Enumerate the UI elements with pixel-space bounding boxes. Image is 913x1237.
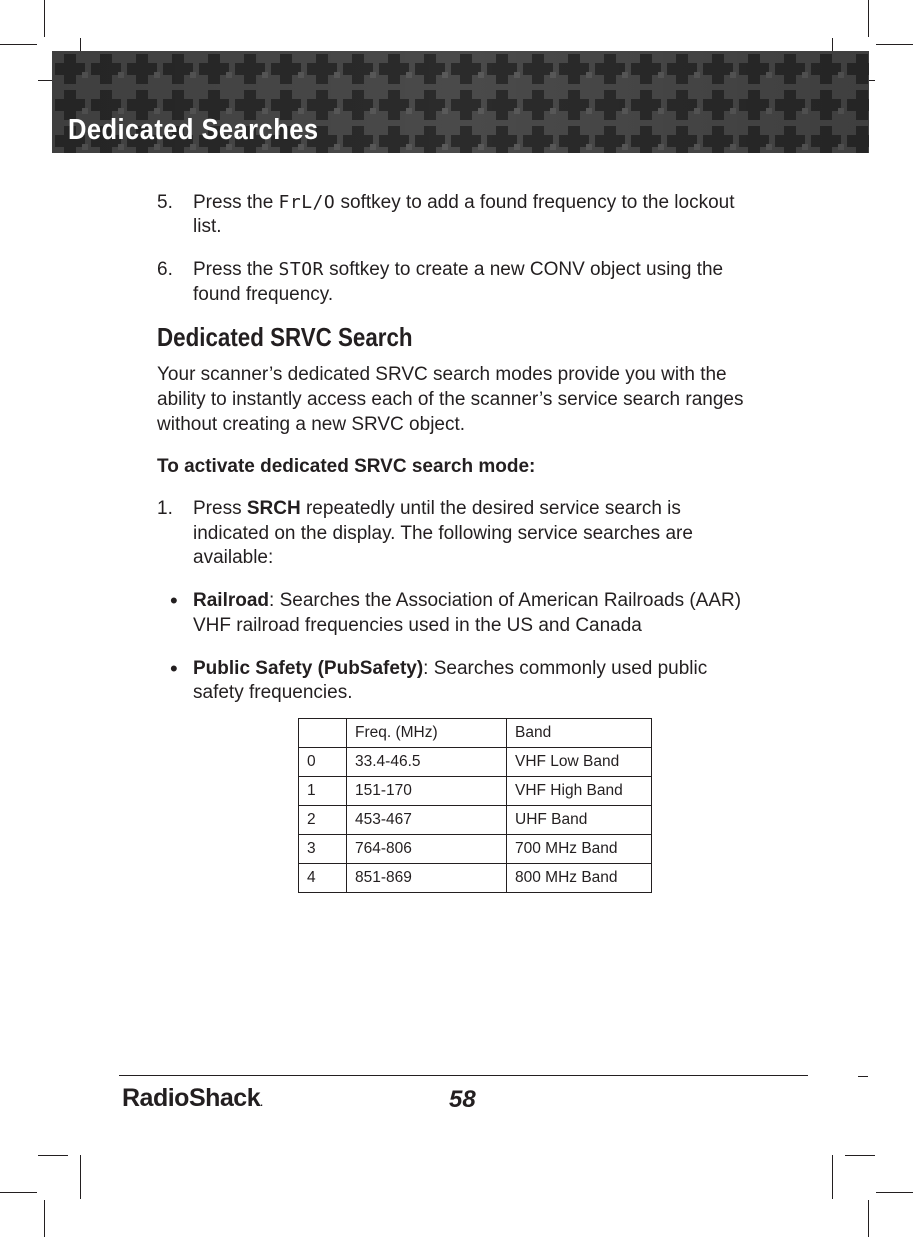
- table-cell: 800 MHz Band: [507, 864, 652, 893]
- section-heading: Dedicated SRVC Search: [157, 322, 413, 352]
- page-number: 58: [449, 1086, 476, 1113]
- table-cell: 700 MHz Band: [507, 835, 652, 864]
- table-header-cell: Freq. (MHz): [347, 719, 507, 748]
- bullet-text-continued: safety frequencies.: [193, 682, 353, 703]
- softkey-label: FrL/O: [278, 192, 336, 213]
- bullet-text-continued: VHF railroad frequencies used in the US and Canada: [193, 615, 642, 636]
- table-header-row: [299, 719, 652, 748]
- crop-mark: [80, 1155, 81, 1199]
- bullet-icon: •: [170, 588, 178, 613]
- crop-mark: [858, 1076, 868, 1077]
- crop-mark: [0, 1192, 37, 1193]
- table-cell: 851-869: [347, 864, 507, 893]
- table-row: [299, 777, 652, 806]
- crop-mark: [868, 1200, 869, 1237]
- intro-line: ability to instantly access each of the scanner’s service search ranges: [157, 389, 744, 410]
- crop-mark: [876, 1192, 913, 1193]
- step-text: Press the FrL/O softkey to add a found frequency to the lockout: [193, 192, 735, 213]
- table-row: [299, 806, 652, 835]
- step-text: Press the STOR softkey to create a new CONV object using the: [193, 259, 724, 280]
- step-text-continued: indicated on the display. The following service searches are: [193, 523, 693, 544]
- bullet-text: Railroad: Searches the Association of American Railroads (AAR): [193, 590, 742, 611]
- table-header-cell: [299, 719, 347, 748]
- bullet-text: Public Safety (PubSafety): Searches commonly used public: [193, 658, 708, 679]
- intro-line: without creating a new SRVC object.: [157, 414, 466, 435]
- table-cell: 4: [299, 864, 347, 893]
- step-text-continued: available:: [193, 547, 274, 568]
- table-cell: 0: [299, 748, 347, 777]
- step-text-continued: found frequency.: [193, 284, 334, 305]
- crop-mark: [845, 1155, 875, 1156]
- table-cell: UHF Band: [507, 806, 652, 835]
- footer-divider: [119, 1075, 808, 1076]
- intro-line: Your scanner’s dedicated SRVC search modes provide you with the: [157, 364, 727, 385]
- table-cell: 1: [299, 777, 347, 806]
- step-number: 1.: [157, 498, 173, 519]
- step-number: 6.: [157, 259, 173, 280]
- table-cell: VHF High Band: [507, 777, 652, 806]
- table-row: [299, 835, 652, 864]
- table-header-cell: Band: [507, 719, 652, 748]
- key-label: SRCH: [246, 498, 301, 519]
- crop-mark: [38, 1155, 68, 1156]
- table-cell: 3: [299, 835, 347, 864]
- table-cell: VHF Low Band: [507, 748, 652, 777]
- page-title: Dedicated Searches: [68, 114, 319, 146]
- step-text: Press SRCH repeatedly until the desired service search is: [193, 498, 681, 519]
- table-cell: 764-806: [347, 835, 507, 864]
- table-cell: 33.4-46.5: [347, 748, 507, 777]
- radioshack-logo: RadioShack.: [122, 1084, 263, 1112]
- crop-mark: [832, 1155, 833, 1199]
- crop-mark: [0, 44, 37, 45]
- table-row: [299, 864, 652, 893]
- crop-mark: [876, 44, 913, 45]
- crop-mark: [44, 1200, 45, 1237]
- softkey-label: STOR: [278, 259, 324, 280]
- bullet-icon: •: [170, 656, 178, 681]
- step-text-continued: list.: [193, 216, 222, 237]
- table-cell: 2: [299, 806, 347, 835]
- procedure-heading: To activate dedicated SRVC search mode:: [157, 456, 536, 477]
- table-cell: 453-467: [347, 806, 507, 835]
- crop-mark: [44, 0, 45, 37]
- step-number: 5.: [157, 192, 173, 213]
- service-search-table: [298, 718, 652, 893]
- table-cell: 151-170: [347, 777, 507, 806]
- crop-mark: [868, 0, 869, 37]
- table-row: [299, 748, 652, 777]
